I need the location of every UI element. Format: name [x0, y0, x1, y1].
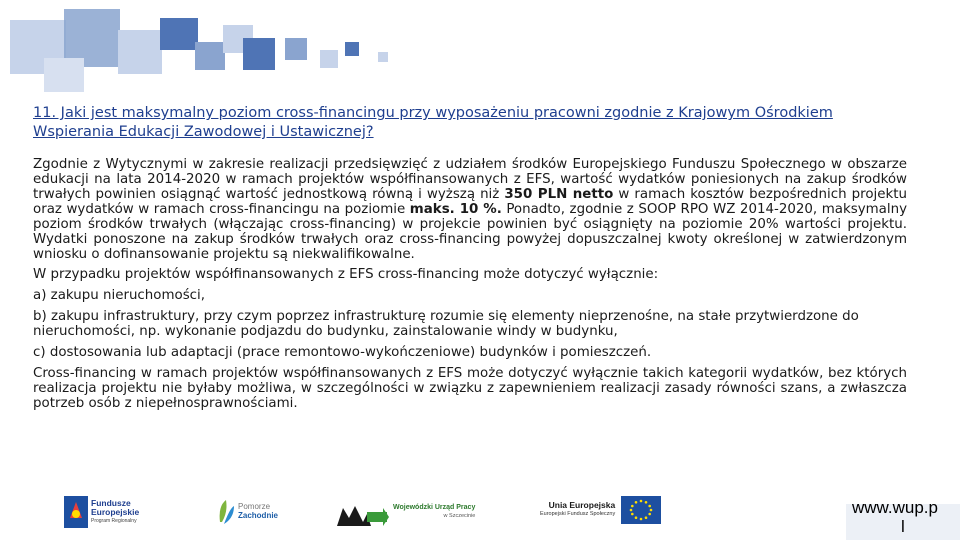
logo-pomorze-zachodnie: [216, 496, 278, 526]
decor-square: [195, 42, 225, 70]
logo-wup: [335, 496, 475, 528]
guidelines-text-2: w ramach kosztów bezpośrednich projektu oraz wydatków w ramach cross-financingu na poziomie: [33, 187, 907, 217]
decor-square: [285, 38, 307, 60]
decor-square: [160, 18, 198, 50]
max-cross-financing: maks. 10 %.: [409, 202, 502, 217]
pomorze-line1: Pomorze: [238, 502, 271, 511]
answer-body: [33, 157, 907, 417]
question-title: 11. Jaki jest maksymalny poziom cross-financingu przy wyposażeniu pracowni zgodnie z Krajowym Ośrodkiem Wspierania Edukacji Zawodowej i Ustawicznej?: [33, 105, 833, 140]
paragraph-categories: Cross-financing w ramach projektów współfinansowanych z EFS może dotyczyć wyłącznie takich kategorii wydatków, bez których realizacja projektu nie byłaby możliwa, w szczególności w związku z zapewnieniem realizacji zasady równości szans, a zwłaszcza potrzeb osób z niepełnosprawnościami.: [33, 366, 907, 411]
list-item-c: c) dostosowania lub adaptacji (prace remontowo-wykończeniowe) budynków i pomieszczeń.: [33, 345, 652, 360]
ue-line2: Europejski Fundusz Społeczny: [540, 511, 616, 517]
decor-square: [345, 42, 359, 56]
fe-stars-icon: [64, 496, 88, 528]
guidelines-text-3: Ponadto, zgodnie z SOOP RPO WZ 2014-2020, maksymalny poziom środków trwałych (włączając cross-financing) w projekcie powinien być osiągnięty na poziomie 20% wartości projektu. Wydatki ponoszone na zakup środków trwałych oraz cross-financing powyżej dopuszczalnej kwoty określonej w zatwierdzonym wniosku o dofinansowanie projektu są niekwalifikowalne.: [33, 202, 908, 262]
website-url-continuation[interactable]: l: [901, 517, 905, 536]
logo-unia-europejska: [540, 496, 661, 524]
paragraph-guidelines: [33, 157, 907, 262]
ue-line1: Unia Europejska: [548, 500, 616, 510]
pomorze-leaf-icon: [216, 496, 236, 526]
website-box: [846, 498, 960, 540]
threshold-value: 350 PLN netto: [504, 187, 614, 202]
fe-line2: Europejskie: [91, 506, 140, 517]
list-item-a: a) zakupu nieruchomości,: [33, 288, 206, 303]
decor-square: [243, 38, 275, 70]
wup-line2: w Szczecinie: [443, 513, 476, 519]
paragraph-scope: W przypadku projektów współfinansowanych z EFS cross-financing może dotyczyć wyłącznie:: [33, 267, 659, 282]
decor-square: [378, 52, 388, 62]
list-item-b: b) zakupu infrastruktury, przy czym poprzez infrastrukturę rozumie się elementy nieprzenośne, na stałe przytwierdzone do nieruchomości, np. wykonanie podjazdu do budynku, zainstalowanie windy w budynku,: [33, 309, 859, 339]
decor-square: [320, 50, 338, 68]
footer-logos: [0, 488, 960, 540]
wup-emblem-icon: [335, 496, 389, 528]
pomorze-line2: Zachodnie: [238, 511, 279, 520]
guidelines-text: Zgodnie z Wytycznymi w zakresie realizacji przedsięwzięć z udziałem środków Europejskiego Funduszu Społecznego w obszarze edukacji na lata 2014-2020 w ramach projektów współfinansowanych z EFS, wartość wydatków poniesionych na zakup środków trwałych powinien osiągnąć wartość jednostkową równą i wyższą niż: [33, 157, 907, 202]
eu-flag-icon: [621, 496, 661, 524]
fe-line1: Fundusze: [91, 497, 131, 508]
decor-square: [44, 58, 84, 92]
fe-line3: Program Regionalny: [91, 517, 137, 524]
logo-fundusze-europejskie: [64, 496, 139, 528]
wup-line1: Wojewódzki Urząd Pracy: [393, 504, 476, 511]
website-url[interactable]: www.wup.p: [852, 498, 938, 517]
decor-square: [118, 30, 162, 74]
